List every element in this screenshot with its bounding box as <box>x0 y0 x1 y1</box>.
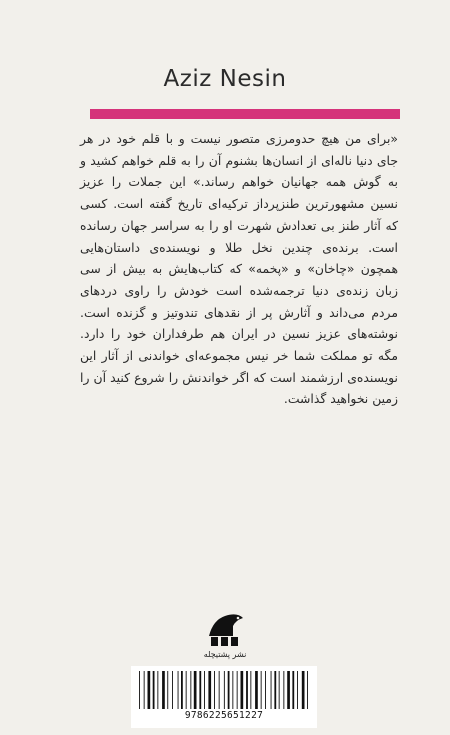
barcode-bar <box>271 671 272 709</box>
barcode-bar <box>224 671 225 709</box>
barcode-bar <box>194 671 197 709</box>
barcode-bar <box>246 671 248 709</box>
barcode-bar <box>153 671 155 709</box>
barcode-bar <box>287 671 290 709</box>
barcode-bar <box>148 671 151 709</box>
publisher-logo-icon <box>203 606 247 650</box>
author-name: Aziz Nesin <box>163 66 287 92</box>
barcode-bar <box>232 671 233 709</box>
barcode-bar <box>181 671 183 709</box>
barcode-bar <box>279 671 280 709</box>
barcode-bar <box>292 671 294 709</box>
barcode-bar <box>302 671 305 709</box>
barcode-bar <box>297 671 298 709</box>
barcode-bar <box>157 671 158 709</box>
barcode-bar <box>228 671 230 709</box>
barcode-bars <box>137 671 311 709</box>
barcode-bar <box>172 671 173 709</box>
barcode-bar <box>162 671 165 709</box>
barcode-bar <box>255 671 258 709</box>
barcode-bar <box>241 671 244 709</box>
barcode-bar <box>307 671 308 709</box>
barcode-bar <box>219 671 220 709</box>
barcode-bar <box>190 671 191 709</box>
barcode-bar <box>144 671 145 709</box>
barcode-bar <box>214 671 215 709</box>
barcode-bar <box>139 671 140 709</box>
accent-bar <box>90 109 400 119</box>
barcode-bar <box>199 671 201 709</box>
barcode-bar <box>186 671 187 709</box>
barcode-bar <box>237 671 238 709</box>
barcode-bar <box>250 671 251 709</box>
barcode-bar <box>167 671 168 709</box>
barcode-bar <box>204 671 205 709</box>
blurb-text: «برای من هیچ حدومرزی متصور نیست و با قلم خود در هر جای دنیا ناله‌ای از انسان‌ها بشنوم آن را به قلم خواهم کشید و به گوش همه جهانیان خواهم رساند.» این جملات را عزیز نسین مشهورترین طنزپرداز ترکیه‌ای تاریخ گفته است. کسی که آثار طنز بی تعدادش شهرت او را به سراسر جهان رسانده است. برنده‌ی چندین نخل طلا و نویسنده‌ی داستان‌هایی همچون «چاخان» و «پخمه» که کتاب‌هایش به بیش از سی زبان زنده‌ی دنیا ترجمه‌شده است خودش را راوی دردهای مردم می‌داند و آثارش پر از نقدهای تندوتیز و گزنده است. نوشته‌های عزیز نسین در ایران هم طرفداران خود را دارد. مگه تو مملکت شما خر نیس مجموعه‌ای خواندنی از آثار این نویسنده‌ی ارزشمند است که اگر خواندنش را شروع کنید آن را زمین نخواهید گذاشت. <box>80 131 398 407</box>
barcode-bar <box>178 671 179 709</box>
barcode-bar <box>265 671 266 709</box>
barcode-bar <box>283 671 284 709</box>
barcode-bar <box>208 671 211 709</box>
barcode-bar <box>261 671 262 709</box>
isbn-number: 9786225651227 <box>184 710 264 721</box>
publisher-name: نشر پشتیچله <box>203 650 247 659</box>
barcode-bar <box>274 671 276 709</box>
barcode <box>131 666 317 728</box>
